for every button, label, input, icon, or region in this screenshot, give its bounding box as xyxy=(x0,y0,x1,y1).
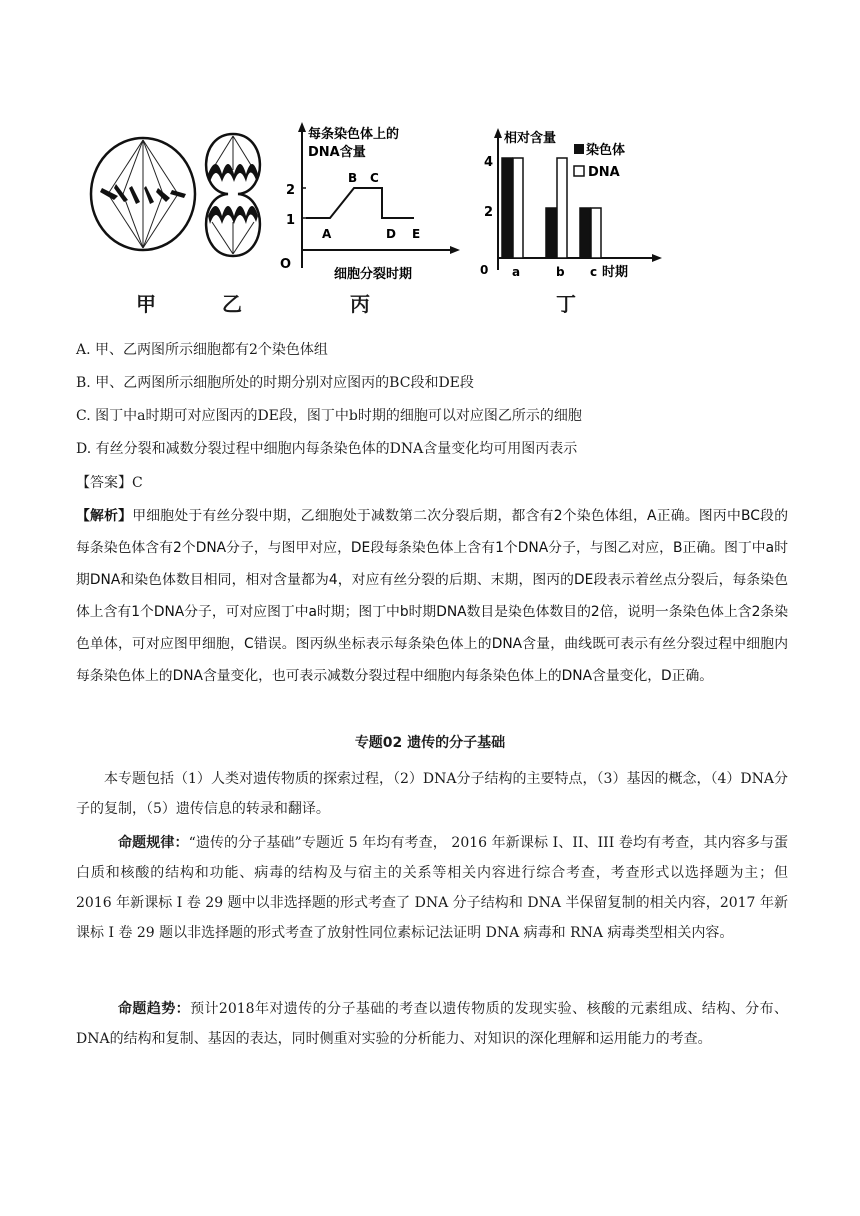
bing-label: 丙 xyxy=(350,292,370,316)
ding-origin: 0 xyxy=(480,263,489,277)
trend-paragraph xyxy=(76,994,788,1054)
bing-point-a: A xyxy=(322,227,332,241)
rule-lead: 命题规律： xyxy=(118,835,189,851)
ding-ylabel: 相对含量 xyxy=(504,131,557,146)
ding-xlabel: 时期 xyxy=(602,265,629,280)
legend-chromosome-label: 染色体 xyxy=(586,143,626,158)
analysis-block xyxy=(76,500,788,692)
bing-point-e: E xyxy=(412,227,421,241)
bing-point-b: B xyxy=(348,171,358,185)
ding-bar-chromosome-a xyxy=(502,158,512,258)
ding-bar-chromosome-c xyxy=(580,208,590,258)
ding-bar-chromosome-b xyxy=(546,208,556,258)
ding-tick-4: 4 xyxy=(484,155,494,170)
option-b: B. 甲、乙两图所示细胞所处的时期分别对应图丙的BC段和DE段 xyxy=(76,375,474,391)
ding-bar-dna-c xyxy=(591,208,601,258)
section-title: 专题02 遗传的分子基础 xyxy=(354,735,506,751)
option-d: D. 有丝分裂和减数分裂过程中细胞内每条染色体的DNA含量变化均可用图丙表示 xyxy=(76,441,578,457)
bing-chart xyxy=(278,118,468,283)
option-c: C. 图丁中a时期可对应图丙的DE段，图丁中b时期的细胞可以对应图乙所示的细胞 xyxy=(76,408,582,424)
analysis-text: 甲细胞处于有丝分裂中期，乙细胞处于减数第二次分裂后期，都含有2个染色体组，A正确。图丙中BC段的每条染色体含有2个DNA分子，与图甲对应，DE段每条染色体上含有1个DNA分子，与图乙对应，B正确。图丁中a时期DNA和染色体数目相同，相对含量都为4，对应有丝分裂的后期、末期，图丙的DE段表示着丝点分裂后，每条染色体上含有1个DNA分子，可对应图丁中a时期；图丁中b时期DNA数目是染色体数目的2倍，说明一条染色体上含2条染色单体，可对应图甲细胞，C错误。图丙纵坐标表示每条染色体上的DNA含量，曲线既可表示有丝分裂过程中细胞内每条染色体上的DNA含量变化，也可表示减数分裂过程中细胞内每条染色体上的DNA含量变化，D正确。 xyxy=(76,508,788,684)
ding-category-b: b xyxy=(556,265,565,279)
legend-dna-label: DNA xyxy=(588,165,620,180)
cell-yi-figure xyxy=(198,130,268,260)
bing-tick-1: 1 xyxy=(286,213,296,228)
intro-paragraph xyxy=(76,764,788,824)
bing-xlabel: 细胞分裂时期 xyxy=(334,267,413,282)
rule-paragraph xyxy=(76,828,788,948)
ding-bar-dna-b xyxy=(557,158,567,258)
bing-ylabel-line1: 每条染色体上的 xyxy=(308,127,400,142)
cell-jia-figure xyxy=(88,134,198,254)
answer-line: 【答案】C xyxy=(76,475,143,491)
ding-category-a: a xyxy=(512,265,521,279)
figure-row xyxy=(88,118,678,318)
answer-options xyxy=(76,334,796,466)
ding-tick-2: 2 xyxy=(484,205,494,220)
bing-point-d: D xyxy=(386,227,396,241)
trend-text: 预计2018年对遗传的分子基础的考查以遗传物质的发现实验、核酸的元素组成、结构、分布、DNA的结构和复制、基因的表达，同时侧重对实验的分析能力、对知识的深化理解和运用能力的考查。 xyxy=(76,1001,788,1047)
ding-category-c: c xyxy=(590,265,598,279)
ding-label: 丁 xyxy=(556,292,576,316)
rule-text: “遗传的分子基础”专题近 5 年均有考查， 2016 年新课标 I、II、III 卷均有考查，其内容多与蛋白质和核酸的结构和功能、病毒的结构及与宿主的关系等相关内容进行综合考查，考查形式以选择题为主；但 2016 年新课标 I 卷 29 题中以非选择题的形式考查了 DNA 分子结构和 DNA 半保留复制的相关内容，2017 年新课标 I 卷 29 题以非选择题的形式考查了放射性同位素标记法证明 DNA 病毒和 RNA 病毒类型相关内容。 xyxy=(76,835,789,941)
trend-lead: 命题趋势： xyxy=(118,1001,191,1017)
analysis-tag: 【解析】 xyxy=(76,508,133,524)
bing-ylabel-line2: DNA含量 xyxy=(308,145,366,160)
ding-bar-dna-a xyxy=(513,158,523,258)
legend-dna-swatch xyxy=(574,166,584,176)
legend-chromosome-swatch xyxy=(574,144,584,154)
cell-yi-label: 乙 xyxy=(222,292,242,316)
cell-jia-label: 甲 xyxy=(136,292,156,316)
bing-origin: O xyxy=(280,257,292,272)
bing-point-c: C xyxy=(370,171,379,185)
ding-chart xyxy=(478,124,678,284)
option-a: A. 甲、乙两图所示细胞都有2个染色体组 xyxy=(76,342,328,358)
bing-dna-curve xyxy=(306,188,414,218)
intro-text: 本专题包括（1）人类对遗传物质的探索过程，（2）DNA分子结构的主要特点，（3）基因的概念，（4）DNA分子的复制，（5）遗传信息的转录和翻译。 xyxy=(76,771,788,817)
bing-tick-2: 2 xyxy=(286,183,296,198)
